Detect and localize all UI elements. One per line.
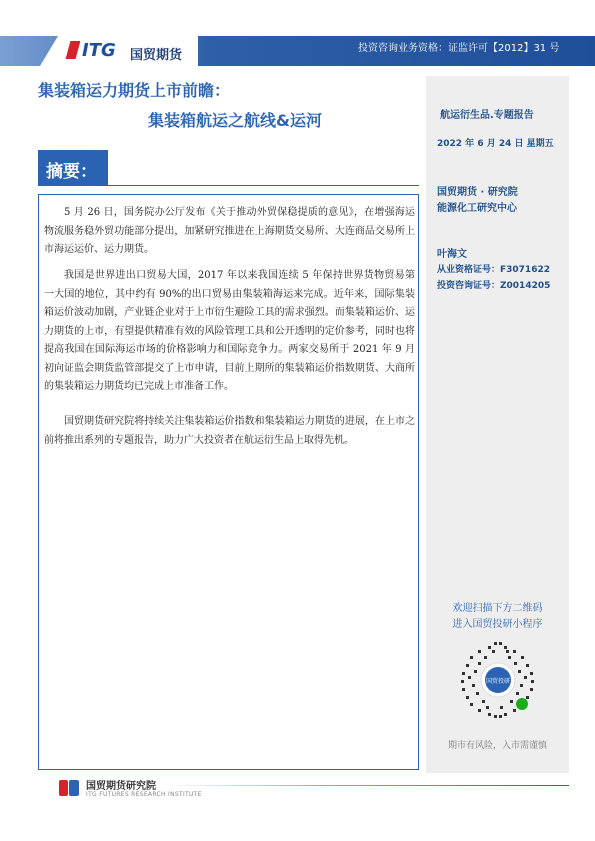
abstract-label: 摘要： [46,162,97,182]
logo-itg: ITG [82,40,116,61]
abstract-divider [108,185,419,186]
footer-institute-name: 国贸期货研究院 [86,781,156,792]
abstract-paragraph-1: 5 月 26 日，国务院办公厅发布《关于推动外贸保稳提质的意见》，在增强海运物流服务稳外贸功能部分提出，加紧研究推进在上海期货交易所、大连商品交易所上市海运运价、运力期货。 [44,207,415,255]
qr-caption-line2: 进入国贸投研小程序 [452,619,543,630]
advisory-number: 投资咨询证号：Z0014205 [437,281,551,291]
institute-name: 国贸期货 · 研究院 [437,187,518,198]
footer-divider [164,785,569,786]
footer-institute-en: ITG FUTURES RESEARCH INSTITUTE [86,791,202,798]
company-name: 国贸期货 [130,48,183,63]
report-title-line1: 集装箱运力期货上市前瞻： [38,81,231,100]
research-center: 能源化工研究中心 [437,203,517,214]
abstract-paragraph-3: 国贸期货研究院将持续关注集装箱运价指数和集装箱运力期货的进展，在上市之前将推出系列的专题报告，助力广大投资者在航运衍生品上取得先机。 [44,416,415,446]
qualification-number: 从业资格证号：F3071622 [437,265,550,275]
research-institute-logo-icon [58,777,80,799]
report-title-line2: 集装箱航运之航线&运河 [148,111,322,130]
abstract-paragraph-2: 我国是世界进出口贸易大国，2017 年以来我国连续 5 年保持世界货物贸易第一大国的地位，其中约有 90%的出口贸易由集装箱海运来完成。近年来，国际集装箱运价波动加剧，产业链企业对于上市衍生避险工具的需求强烈。而集装箱运价、运力期货的上市，有望提供精准有效的风险管理工具和公开透明的定价参考，同时也将提高我国在国际海运市场的价格影响力和国际竞争力。两家交易所于 2021 年 9 月初向证监会期货监管部提交了上市申请，目前上期所的集装箱运价指数期货、大商所的集装箱运力期货均已完成上市准备工作。 [44,270,415,392]
license-text: 投资咨询业务资格：证监许可【2012】31 号 [358,43,560,54]
mini-program-qr-code[interactable] [458,640,538,720]
qr-caption-line1: 欢迎扫描下方二维码 [452,603,543,614]
analyst-name: 叶海文 [437,249,467,260]
report-date: 2022 年 6 月 24 日 星期五 [437,139,554,149]
qr-center-label: 国贸投研 [485,678,511,685]
risk-warning: 期市有风险，入市需谨慎 [447,741,547,751]
report-type: 航运衍生品.专题报告 [440,110,534,121]
